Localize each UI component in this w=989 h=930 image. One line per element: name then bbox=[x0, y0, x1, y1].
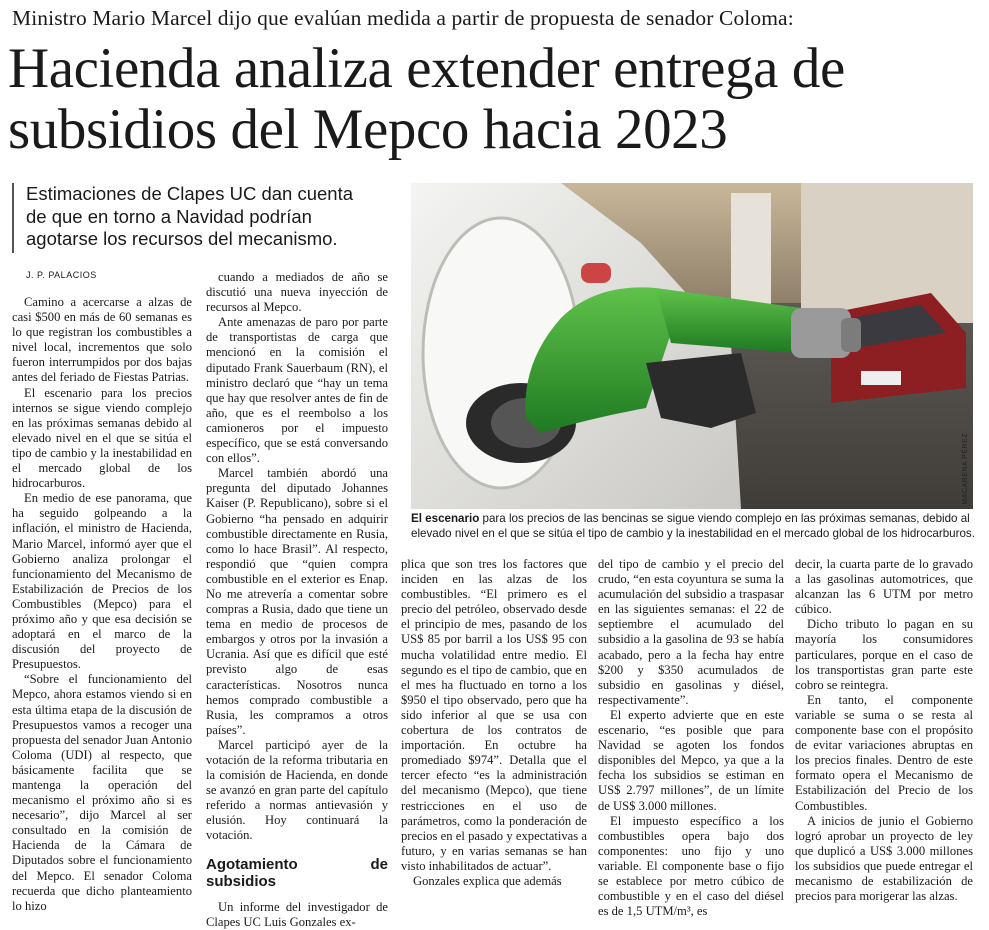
subheading: Agotamiento de subsidios bbox=[206, 855, 388, 890]
photo-credit: MACARENA PÉREZ bbox=[962, 433, 969, 505]
paragraph: “Sobre el funcionamiento del Mepco, ahora estamos viendo si en esta última etapa de la discusión de Presupuestos vamos a recoger una propuesta del senador Juan Antonio Coloma (UDI) al respecto, que básicamente facilita que se mantenga la operación del mecanismo el próximo año si es necesario”, dijo Marcel al ser consultado en la comisión de Hacienda de la Cámara de Diputados sobre el funcionamiento del Mepco. El senador Coloma recuerda que dicho planteamiento lo hizo bbox=[12, 672, 192, 913]
caption-text: para los precios de las bencinas se sigue viendo complejo en las próximas semanas, debido al elevado nivel en el que se sitúa el tipo de cambio y la inestabilidad en el mercado global de los hidrocarburos. bbox=[411, 512, 975, 540]
body-column-3 bbox=[401, 557, 587, 889]
photo-caption bbox=[411, 512, 976, 541]
headline bbox=[8, 38, 983, 160]
paragraph: Un informe del investigador de Clapes UC Luis Gonzales ex- bbox=[206, 899, 388, 929]
deck-rule bbox=[12, 183, 14, 253]
deck bbox=[26, 183, 386, 251]
body-column-1 bbox=[12, 295, 192, 914]
kicker: Ministro Mario Marcel dijo que evalúan medida a partir de propuesta de senador Coloma: bbox=[12, 6, 794, 30]
paragraph: El impuesto específico a los combustibles opera bajo dos componentes: uno fijo y uno variable. El componente base o fijo se establece por metro cúbico de combustible y en el caso del diésel es de 1,5 UTM/m³, es bbox=[598, 813, 784, 919]
headline-line-1: Hacienda analiza extender entrega de bbox=[8, 37, 845, 100]
paragraph: Dicho tributo lo pagan en su mayoría los consumidores particulares, porque en el caso de los transportistas gran parte este cobro se reintegra. bbox=[795, 617, 973, 692]
paragraph: Ante amenazas de paro por parte de transportistas de carga que mencionó en la comisión el diputado Frank Sauerbaum (RN), el ministro declaró que “hay un tema que hay que resolver antes de fin de año, que es el reembolso a los camioneros por el impuesto específico, que se está conversando con ellos”. bbox=[206, 315, 388, 466]
article-photo bbox=[411, 183, 973, 509]
deck-line-2: de que en torno a Navidad podrían bbox=[26, 205, 312, 227]
deck-line-1: Estimaciones de Clapes UC dan cuenta bbox=[26, 183, 354, 204]
body-column-5 bbox=[795, 557, 973, 904]
paragraph: plica que son tres los factores que inciden en las alzas de los combustibles. “El primero es el precio del petróleo, observado desde el principio de mes, pasando de los US$ 85 por barril a los US$ 95 con mucha volatilidad entre medio. El segundo es el tipo de cambio, que en el mes ha fluctuado en torno a los $950 el tipo observado, pero que ha sido inferior al que se usa con cobertura de los contratos de importación. En octubre ha promediado $974”. Detalla que el tercer efecto “es la administración del mecanismo (Mepco), que tiene restricciones en el uso de parámetros, como la ponderación de precios en el pasado y expectativas a futuro, y en varias semanas se han visto inhabilitados de actuar”. bbox=[401, 557, 587, 873]
headline-line-2: subsidios del Mepco hacia 2023 bbox=[8, 98, 728, 161]
paragraph: El escenario para los precios internos se sigue viendo complejo en las próximas semanas debido al elevado nivel en el que se sitúa el tipo de cambio y la inestabilidad en el mercado global de los hidrocarburos. bbox=[12, 385, 192, 491]
paragraph: Marcel también abordó una pregunta del diputado Johannes Kaiser (P. Republicano), sobre si el Gobierno “ha pensado en adquirir combustible directamente en Rusia, como lo hace Brasil”. Al respecto, respondió que “quien compra combustible en el exterior es Enap. No me atrevería a comentar sobre compras a Rusia, dado que tiene un tema en medio de procesos de embargos y otros por la invasión a Ucrania. Así que es difícil que esté previsto algo de esas características. Nosotros nunca hemos comprado combustible a Rusia, les compramos a otros países”. bbox=[206, 466, 388, 737]
paragraph: Camino a acercarse a alzas de casi $500 en más de 60 semanas es lo que registran los combustibles a nivel local, incrementos que solo fueron interrumpidos por dos bajas antes del feriado de Fiestas Patrias. bbox=[12, 295, 192, 385]
paragraph: decir, la cuarta parte de lo gravado a las gasolinas automotrices, que alcanzan las 6 UTM por metro cúbico. bbox=[795, 557, 973, 617]
caption-lead: El escenario bbox=[411, 512, 480, 525]
paragraph: Gonzales explica que además bbox=[413, 873, 562, 888]
paragraph: En medio de ese panorama, que ha seguido golpeando a la inflación, el ministro de Hacienda, Mario Marcel, informó ayer que el Gobierno analiza prolongar el funcionamiento del Mecanismo de Estabilización de Precios de los Combustibles (Mepco) para el próximo año y que esa decisión se adoptará en el marco de la discusión del proyecto de Presupuestos. bbox=[12, 491, 192, 672]
paragraph: Marcel participó ayer de la votación de la reforma tributaria en la comisión de Hacienda, en donde se avanzó en gran parte del capítulo referido a normas antievasión y elusión. Hoy continuará la votación. bbox=[206, 737, 388, 843]
paragraph: cuando a mediados de año se discutió una nueva inyección de recursos al Mepco. bbox=[206, 270, 388, 315]
body-column-4 bbox=[598, 557, 784, 919]
deck-line-3: agotarse los recursos del mecanismo. bbox=[26, 228, 338, 249]
paragraph: El experto advierte que en este escenario, “es posible que para Navidad se agoten los fondos disponibles del Mepco, ya que a la fecha los subsidios se estiman en US$ 2.797 millones”, de un límite de US$ 3.000 millones. bbox=[598, 707, 784, 813]
body-column-2 bbox=[206, 270, 388, 930]
byline: J. P. PALACIOS bbox=[26, 270, 97, 280]
paragraph: del tipo de cambio y el precio del crudo, “en esta coyuntura se suma la acumulación del subsidio a traspasar en las siguientes semanas: el 22 de septiembre el acumulado del subsidio a la gasolina de 93 se había acabado, pero a la fecha hay entre $200 y $350 acumulados de subsidio en gasolinas y diésel, respectivamente”. bbox=[598, 557, 784, 707]
paragraph: En tanto, el componente variable se suma o se resta al componente base con el propósito de evitar variaciones abruptas en los precios finales. Dentro de este formato opera el Mecanismo de Estabilización del Precio de los Combustibles. bbox=[795, 692, 973, 813]
fuel-nozzle-illustration bbox=[411, 183, 973, 509]
paragraph: A inicios de junio el Gobierno logró aprobar un proyecto de ley que duplicó a US$ 3.000 millones los subsidios que puede entregar el mecanismo de estabilización de precios para morigerar las alzas. bbox=[795, 813, 973, 904]
